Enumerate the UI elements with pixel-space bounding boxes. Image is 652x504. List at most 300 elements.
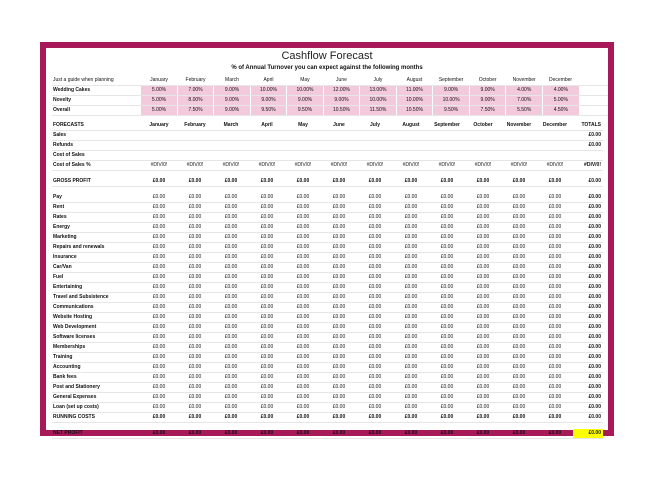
forecast-cell[interactable] [465,151,501,161]
expense-cell[interactable]: £0.00 [501,233,537,243]
expense-cell[interactable]: £0.00 [465,283,501,293]
expense-cell[interactable]: £0.00 [393,373,429,383]
expense-total-cell[interactable]: £0.00 [573,373,603,383]
forecast-cell[interactable] [429,141,465,151]
expense-cell[interactable]: £0.00 [285,193,321,203]
expense-cell[interactable]: £0.00 [213,273,249,283]
total-cell[interactable] [573,151,603,161]
forecast-cell[interactable] [213,131,249,141]
expense-cell[interactable]: £0.00 [465,303,501,313]
expense-cell[interactable]: £0.00 [249,193,285,203]
expense-cell[interactable]: £0.00 [249,223,285,233]
expense-cell[interactable]: £0.00 [465,333,501,343]
expense-cell[interactable]: £0.00 [249,293,285,303]
expense-cell[interactable]: £0.00 [141,363,177,373]
expense-cell[interactable]: £0.00 [249,343,285,353]
percent-cell[interactable]: 7.50% [177,106,214,116]
expense-cell[interactable]: £0.00 [285,313,321,323]
expense-cell[interactable]: £0.00 [537,233,573,243]
gross-profit-label[interactable]: GROSS PROFIT [52,177,141,187]
expense-cell[interactable]: £0.00 [393,353,429,363]
expense-cell[interactable]: £0.00 [213,223,249,233]
expense-cell[interactable]: £0.00 [249,213,285,223]
expense-cell[interactable]: £0.00 [249,313,285,323]
percent-cell[interactable]: 9.00% [250,96,287,106]
running-costs-cell[interactable]: £0.00 [321,413,357,423]
forecast-cell[interactable] [249,131,285,141]
expense-cell[interactable]: £0.00 [393,303,429,313]
expense-cell[interactable]: £0.00 [285,353,321,363]
expense-cell[interactable]: £0.00 [357,253,393,263]
expense-cell[interactable]: £0.00 [393,233,429,243]
expense-cell[interactable]: £0.00 [285,243,321,253]
running-costs-cell[interactable]: £0.00 [249,413,285,423]
expense-cell[interactable]: £0.00 [177,273,213,283]
net-profit-cell[interactable]: £0.00 [465,429,501,439]
expense-cell[interactable]: £0.00 [357,293,393,303]
forecast-cell[interactable]: #DIV/0! [141,161,177,171]
month-header-cell[interactable]: February [177,76,214,86]
forecast-cell[interactable]: #DIV/0! [321,161,357,171]
expense-cell[interactable]: £0.00 [321,253,357,263]
forecast-cell[interactable] [501,141,537,151]
net-profit-cell[interactable]: £0.00 [501,429,537,439]
forecast-cell[interactable] [465,131,501,141]
gross-profit-cell[interactable]: £0.00 [465,177,501,187]
expense-cell[interactable]: £0.00 [465,243,501,253]
expense-cell[interactable]: £0.00 [501,373,537,383]
expense-cell[interactable]: £0.00 [537,213,573,223]
expense-cell[interactable]: £0.00 [177,253,213,263]
net-profit-cell[interactable]: £0.00 [249,429,285,439]
month-header-cell[interactable]: September [429,121,465,131]
expense-cell[interactable]: £0.00 [321,353,357,363]
expense-cell[interactable]: £0.00 [321,263,357,273]
expense-cell[interactable]: £0.00 [177,243,213,253]
percent-row-label[interactable]: Overall [52,106,141,116]
expense-cell[interactable]: £0.00 [213,303,249,313]
expense-cell[interactable]: £0.00 [213,283,249,293]
percent-cell[interactable]: 10.00% [360,96,397,106]
expense-row-label[interactable]: Insurance [52,253,141,263]
expense-cell[interactable]: £0.00 [393,193,429,203]
month-header-cell[interactable]: April [250,76,287,86]
expense-cell[interactable]: £0.00 [465,313,501,323]
month-header-cell[interactable]: April [249,121,285,131]
expense-row-label[interactable]: Repairs and renewals [52,243,141,253]
expense-cell[interactable]: £0.00 [213,363,249,373]
percent-cell[interactable]: 10.00% [396,96,433,106]
month-header-cell[interactable]: August [396,76,433,86]
expense-cell[interactable]: £0.00 [141,223,177,233]
month-header-cell[interactable]: September [433,76,470,86]
running-costs-cell[interactable]: £0.00 [141,413,177,423]
expense-total-cell[interactable]: £0.00 [573,313,603,323]
expense-total-cell[interactable]: £0.00 [573,393,603,403]
forecast-cell[interactable] [141,141,177,151]
expense-total-cell[interactable]: £0.00 [573,343,603,353]
expense-cell[interactable]: £0.00 [285,283,321,293]
month-header-cell[interactable]: January [141,121,177,131]
expense-cell[interactable]: £0.00 [213,253,249,263]
expense-cell[interactable]: £0.00 [285,323,321,333]
running-costs-total[interactable]: £0.00 [573,413,603,423]
forecast-cell[interactable] [429,151,465,161]
net-profit-label[interactable]: NET PROFIT [52,429,141,439]
expense-cell[interactable]: £0.00 [357,213,393,223]
expense-cell[interactable]: £0.00 [465,373,501,383]
expense-cell[interactable]: £0.00 [465,193,501,203]
expense-cell[interactable]: £0.00 [213,293,249,303]
expense-cell[interactable]: £0.00 [537,243,573,253]
expense-cell[interactable]: £0.00 [213,263,249,273]
expense-cell[interactable]: £0.00 [429,333,465,343]
expense-cell[interactable]: £0.00 [465,233,501,243]
expense-cell[interactable]: £0.00 [501,303,537,313]
expense-cell[interactable]: £0.00 [501,213,537,223]
expense-row-label[interactable]: Training [52,353,141,363]
expense-row-label[interactable]: Bank fees [52,373,141,383]
expense-cell[interactable]: £0.00 [393,403,429,413]
expense-row-label[interactable]: Rent [52,203,141,213]
expense-cell[interactable]: £0.00 [357,313,393,323]
expense-cell[interactable]: £0.00 [285,373,321,383]
expense-cell[interactable]: £0.00 [537,333,573,343]
expense-cell[interactable]: £0.00 [501,353,537,363]
expense-cell[interactable]: £0.00 [141,193,177,203]
expense-cell[interactable]: £0.00 [321,303,357,313]
expense-cell[interactable]: £0.00 [285,403,321,413]
gross-profit-cell[interactable]: £0.00 [321,177,357,187]
expense-cell[interactable]: £0.00 [141,283,177,293]
expense-cell[interactable]: £0.00 [213,343,249,353]
percent-cell[interactable]: 7.00% [177,86,214,96]
expense-total-cell[interactable]: £0.00 [573,193,603,203]
expense-cell[interactable]: £0.00 [213,233,249,243]
expense-cell[interactable]: £0.00 [537,323,573,333]
expense-cell[interactable]: £0.00 [249,303,285,313]
expense-cell[interactable]: £0.00 [141,273,177,283]
percent-cell[interactable]: 4.00% [506,86,543,96]
forecast-cell[interactable] [177,131,213,141]
month-header-cell[interactable]: February [177,121,213,131]
running-costs-cell[interactable]: £0.00 [393,413,429,423]
expense-cell[interactable]: £0.00 [141,213,177,223]
expense-cell[interactable]: £0.00 [357,323,393,333]
expense-cell[interactable]: £0.00 [213,353,249,363]
percent-cell[interactable]: 10.00% [433,96,470,106]
net-profit-cell[interactable]: £0.00 [393,429,429,439]
percent-row-label[interactable]: Wedding Cakes [52,86,141,96]
expense-cell[interactable]: £0.00 [501,363,537,373]
net-profit-cell[interactable]: £0.00 [285,429,321,439]
expense-cell[interactable]: £0.00 [177,233,213,243]
expense-cell[interactable]: £0.00 [213,403,249,413]
expense-cell[interactable]: £0.00 [429,263,465,273]
expense-cell[interactable]: £0.00 [177,333,213,343]
expense-cell[interactable]: £0.00 [249,403,285,413]
expense-cell[interactable]: £0.00 [537,303,573,313]
expense-cell[interactable]: £0.00 [501,393,537,403]
percent-cell[interactable]: 9.00% [469,86,505,96]
expense-total-cell[interactable]: £0.00 [573,363,603,373]
forecast-row-label[interactable]: Sales [52,131,141,141]
percent-cell[interactable]: 11.00% [396,86,433,96]
expense-row-label[interactable]: Accounting [52,363,141,373]
expense-cell[interactable]: £0.00 [141,343,177,353]
percent-cell[interactable]: 12.00% [323,86,360,96]
month-header-cell[interactable]: November [506,76,543,86]
percent-cell[interactable]: 9.00% [323,96,360,106]
expense-cell[interactable]: £0.00 [465,393,501,403]
net-profit-cell[interactable]: £0.00 [429,429,465,439]
forecast-cell[interactable] [537,131,573,141]
expense-cell[interactable]: £0.00 [393,203,429,213]
expense-cell[interactable]: £0.00 [429,303,465,313]
blank-cell[interactable] [579,86,608,96]
expense-cell[interactable]: £0.00 [357,193,393,203]
percent-cell[interactable]: 10.00% [287,86,324,96]
expense-cell[interactable]: £0.00 [213,393,249,403]
expense-row-label[interactable]: Loan (set up costs) [52,403,141,413]
expense-cell[interactable]: £0.00 [357,333,393,343]
expense-cell[interactable]: £0.00 [285,303,321,313]
expense-cell[interactable]: £0.00 [141,263,177,273]
forecast-cell[interactable]: #DIV/0! [213,161,249,171]
running-costs-cell[interactable]: £0.00 [213,413,249,423]
expense-cell[interactable]: £0.00 [429,203,465,213]
expense-total-cell[interactable]: £0.00 [573,273,603,283]
expense-row-label[interactable]: Web Development [52,323,141,333]
percent-cell[interactable]: 8.00% [177,96,214,106]
expense-cell[interactable]: £0.00 [141,243,177,253]
expense-cell[interactable]: £0.00 [177,403,213,413]
expense-cell[interactable]: £0.00 [429,393,465,403]
percent-cell[interactable]: 9.00% [469,96,505,106]
expense-cell[interactable]: £0.00 [537,283,573,293]
expense-cell[interactable]: £0.00 [357,363,393,373]
month-header-cell[interactable]: August [393,121,429,131]
expense-cell[interactable]: £0.00 [501,203,537,213]
forecast-cell[interactable] [321,141,357,151]
expense-cell[interactable]: £0.00 [501,343,537,353]
expense-cell[interactable]: £0.00 [465,213,501,223]
running-costs-cell[interactable]: £0.00 [285,413,321,423]
expense-cell[interactable]: £0.00 [501,313,537,323]
month-header-cell[interactable]: October [469,76,505,86]
month-header-cell[interactable]: March [214,76,250,86]
month-header-cell[interactable]: May [287,76,324,86]
month-header-cell[interactable]: March [213,121,249,131]
expense-cell[interactable]: £0.00 [393,313,429,323]
expense-row-label[interactable]: Website Hosting [52,313,141,323]
expense-cell[interactable]: £0.00 [249,203,285,213]
expense-cell[interactable]: £0.00 [537,313,573,323]
month-header-cell[interactable]: June [323,76,360,86]
expense-cell[interactable]: £0.00 [429,353,465,363]
expense-cell[interactable]: £0.00 [501,253,537,263]
expense-cell[interactable]: £0.00 [501,193,537,203]
expense-cell[interactable]: £0.00 [177,223,213,233]
forecast-cell[interactable] [285,141,321,151]
expense-cell[interactable]: £0.00 [141,353,177,363]
expense-row-label[interactable]: Energy [52,223,141,233]
expense-cell[interactable]: £0.00 [141,293,177,303]
expense-row-label[interactable]: Post and Stationery [52,383,141,393]
expense-cell[interactable]: £0.00 [141,403,177,413]
total-cell[interactable]: #DIV/0! [573,161,603,171]
expense-cell[interactable]: £0.00 [537,363,573,373]
expense-cell[interactable]: £0.00 [537,293,573,303]
expense-cell[interactable]: £0.00 [393,323,429,333]
expense-cell[interactable]: £0.00 [285,333,321,343]
percent-cell[interactable]: 5.00% [141,96,177,106]
expense-cell[interactable]: £0.00 [357,383,393,393]
gross-profit-cell[interactable]: £0.00 [177,177,213,187]
forecast-cell[interactable] [213,151,249,161]
month-header-cell[interactable]: July [360,76,397,86]
percent-cell[interactable]: 4.50% [543,106,579,116]
percent-cell[interactable]: 13.00% [360,86,397,96]
expense-cell[interactable]: £0.00 [393,253,429,263]
expense-total-cell[interactable]: £0.00 [573,223,603,233]
expense-total-cell[interactable]: £0.00 [573,323,603,333]
expense-cell[interactable]: £0.00 [537,223,573,233]
expense-cell[interactable]: £0.00 [465,253,501,263]
expense-cell[interactable]: £0.00 [177,373,213,383]
expense-cell[interactable]: £0.00 [393,333,429,343]
expense-cell[interactable]: £0.00 [249,393,285,403]
forecast-cell[interactable] [141,131,177,141]
expense-cell[interactable]: £0.00 [321,243,357,253]
expense-row-label[interactable]: Memberships [52,343,141,353]
expense-cell[interactable]: £0.00 [285,213,321,223]
expense-cell[interactable]: £0.00 [357,243,393,253]
expense-cell[interactable]: £0.00 [141,313,177,323]
running-costs-cell[interactable]: £0.00 [177,413,213,423]
expense-cell[interactable]: £0.00 [177,283,213,293]
expense-cell[interactable]: £0.00 [177,263,213,273]
percent-row-label[interactable]: Novelty [52,96,141,106]
expense-cell[interactable]: £0.00 [249,353,285,363]
percent-cell[interactable]: 7.50% [469,106,505,116]
expense-cell[interactable]: £0.00 [465,223,501,233]
forecast-cell[interactable]: #DIV/0! [501,161,537,171]
forecast-cell[interactable] [249,151,285,161]
expense-cell[interactable]: £0.00 [321,283,357,293]
expense-cell[interactable]: £0.00 [249,263,285,273]
forecast-cell[interactable] [393,151,429,161]
expense-cell[interactable]: £0.00 [501,273,537,283]
percent-cell[interactable]: 9.00% [287,96,324,106]
expense-cell[interactable]: £0.00 [141,253,177,263]
net-profit-cell[interactable]: £0.00 [141,429,177,439]
expense-cell[interactable]: £0.00 [357,393,393,403]
forecast-cell[interactable] [393,141,429,151]
expense-cell[interactable]: £0.00 [465,323,501,333]
expense-cell[interactable]: £0.00 [537,343,573,353]
expense-cell[interactable]: £0.00 [141,333,177,343]
expense-row-label[interactable]: Entertaining [52,283,141,293]
expense-cell[interactable]: £0.00 [501,383,537,393]
forecast-cell[interactable] [177,141,213,151]
expense-cell[interactable]: £0.00 [429,383,465,393]
expense-cell[interactable]: £0.00 [429,193,465,203]
expense-cell[interactable]: £0.00 [285,393,321,403]
forecast-cell[interactable] [357,131,393,141]
expense-cell[interactable]: £0.00 [213,323,249,333]
expense-cell[interactable]: £0.00 [393,393,429,403]
expense-cell[interactable]: £0.00 [465,273,501,283]
expense-cell[interactable]: £0.00 [393,213,429,223]
expense-cell[interactable]: £0.00 [213,243,249,253]
expense-cell[interactable]: £0.00 [177,313,213,323]
expense-total-cell[interactable]: £0.00 [573,243,603,253]
expense-cell[interactable]: £0.00 [393,293,429,303]
expense-cell[interactable]: £0.00 [429,323,465,333]
expense-cell[interactable]: £0.00 [501,333,537,343]
expense-total-cell[interactable]: £0.00 [573,353,603,363]
expense-cell[interactable]: £0.00 [357,303,393,313]
expense-row-label[interactable]: Rates [52,213,141,223]
forecast-cell[interactable] [285,151,321,161]
gross-profit-cell[interactable]: £0.00 [249,177,285,187]
percent-cell[interactable]: 5.50% [506,106,543,116]
expense-cell[interactable]: £0.00 [501,283,537,293]
expense-cell[interactable]: £0.00 [465,343,501,353]
month-header-cell[interactable]: July [357,121,393,131]
expense-cell[interactable]: £0.00 [177,303,213,313]
expense-cell[interactable]: £0.00 [249,283,285,293]
expense-cell[interactable]: £0.00 [213,333,249,343]
net-profit-cell[interactable]: £0.00 [357,429,393,439]
expense-cell[interactable]: £0.00 [501,223,537,233]
expense-cell[interactable]: £0.00 [393,263,429,273]
expense-cell[interactable]: £0.00 [429,213,465,223]
expense-row-label[interactable]: Pay [52,193,141,203]
expense-cell[interactable]: £0.00 [429,363,465,373]
gross-profit-cell[interactable]: £0.00 [213,177,249,187]
expense-cell[interactable]: £0.00 [501,243,537,253]
expense-cell[interactable]: £0.00 [285,363,321,373]
gross-profit-total[interactable]: £0.00 [573,177,603,187]
expense-total-cell[interactable]: £0.00 [573,263,603,273]
expense-cell[interactable]: £0.00 [321,203,357,213]
expense-cell[interactable]: £0.00 [429,253,465,263]
expense-cell[interactable]: £0.00 [537,273,573,283]
expense-cell[interactable]: £0.00 [393,243,429,253]
expense-cell[interactable]: £0.00 [213,213,249,223]
expense-cell[interactable]: £0.00 [213,313,249,323]
forecast-row-label[interactable]: Refunds [52,141,141,151]
gross-profit-cell[interactable]: £0.00 [141,177,177,187]
forecast-cell[interactable]: #DIV/0! [249,161,285,171]
expense-cell[interactable]: £0.00 [285,233,321,243]
percent-cell[interactable]: 10.50% [323,106,360,116]
expense-cell[interactable]: £0.00 [357,233,393,243]
expense-cell[interactable]: £0.00 [321,373,357,383]
gross-profit-cell[interactable]: £0.00 [429,177,465,187]
expense-cell[interactable]: £0.00 [357,263,393,273]
expense-cell[interactable]: £0.00 [141,303,177,313]
expense-cell[interactable]: £0.00 [213,383,249,393]
expense-cell[interactable]: £0.00 [141,323,177,333]
expense-cell[interactable]: £0.00 [429,243,465,253]
expense-cell[interactable]: £0.00 [141,373,177,383]
expense-cell[interactable]: £0.00 [465,263,501,273]
expense-cell[interactable]: £0.00 [285,223,321,233]
expense-total-cell[interactable]: £0.00 [573,203,603,213]
